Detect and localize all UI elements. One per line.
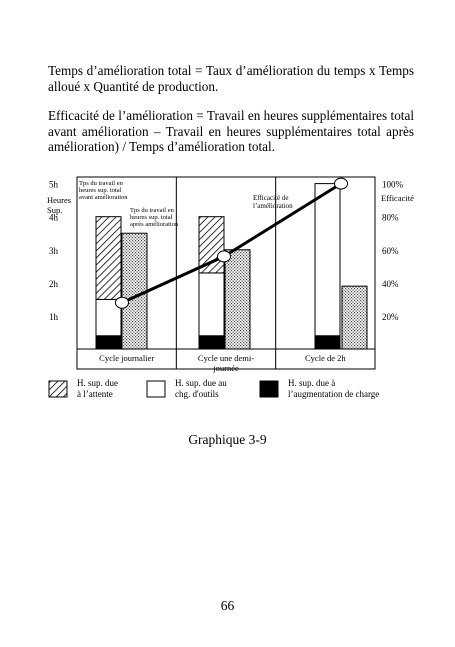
bar-before-1-segment-3 bbox=[96, 217, 121, 300]
category-label-2-line-2: journée bbox=[213, 363, 239, 373]
right-tick-label-4: 80% bbox=[382, 212, 399, 223]
bar-before-2-segment-1 bbox=[199, 336, 224, 349]
annotation-after-line-2: heures sup. total bbox=[130, 214, 173, 221]
annotation-efficiency-line-2: l’amélioration bbox=[253, 202, 293, 210]
efficiency-point-1 bbox=[116, 297, 129, 308]
category-label-2-line-1: Cycle une demi- bbox=[197, 353, 255, 363]
bar-before-2-segment-2 bbox=[199, 273, 224, 336]
bar-before-3-segment-2 bbox=[315, 184, 340, 336]
efficiency-point-2 bbox=[218, 251, 231, 262]
category-label-3-line-1: Cycle de 2h bbox=[305, 353, 346, 363]
left-tick-label-4: 4h bbox=[49, 212, 58, 223]
left-tick-label-1: 1h bbox=[49, 311, 58, 322]
legend-label-1-line-1: H. sup. due bbox=[77, 378, 118, 388]
legend-swatch-2 bbox=[147, 381, 165, 397]
figure-caption: Graphique 3-9 bbox=[188, 432, 267, 447]
paragraph-time-formula: Temps d’amélioration total = Taux d’amélioration du temps x Temps alloué x Quantité de production. bbox=[48, 63, 414, 94]
left-tick-label-5: 5h bbox=[49, 179, 58, 190]
right-tick-label-3: 60% bbox=[382, 245, 399, 256]
legend-label-3-line-1: H. sup. due à bbox=[288, 378, 336, 388]
annotation-before-line-1: Tps du travail en bbox=[79, 180, 123, 187]
right-tick-label-5: 100% bbox=[382, 179, 403, 190]
annotation-after-line-3: après amélioration bbox=[130, 221, 179, 228]
annotation-after-line-1: Tps du travail en bbox=[130, 207, 174, 214]
paragraph-efficiency-formula: Efficacité de l’amélioration = Travail en heures supplémentaires total avant amélioration – Travail en heures supplémentaires total après amélioration) / Temps d’amélioration total. bbox=[48, 108, 414, 154]
left-tick-label-3: 3h bbox=[49, 245, 58, 256]
bar-after-3 bbox=[342, 286, 367, 349]
legend-label-2-line-1: H. sup. due au bbox=[175, 378, 227, 388]
bar-before-1-segment-1 bbox=[96, 336, 121, 349]
right-tick-label-2: 40% bbox=[382, 278, 399, 289]
category-label-1-line-1: Cycle journalier bbox=[99, 353, 155, 363]
right-tick-label-1: 20% bbox=[382, 311, 399, 322]
efficiency-point-3 bbox=[335, 178, 348, 189]
annotation-efficiency-line-1: Efficacité de bbox=[253, 194, 289, 202]
left-axis-label-line-1: Heures bbox=[47, 195, 72, 205]
legend-label-2-line-2: chg. d'outils bbox=[175, 389, 219, 399]
left-axis-label-line-2: Sup. bbox=[47, 205, 63, 215]
bar-after-1 bbox=[122, 233, 147, 349]
legend-label-1-line-2: à l’attente bbox=[77, 389, 113, 399]
legend-label-3-line-2: l’augmentation de charge bbox=[288, 389, 380, 399]
legend-swatch-1 bbox=[49, 381, 67, 397]
legend-swatch-3 bbox=[260, 381, 278, 397]
bar-before-3-segment-1 bbox=[315, 336, 340, 349]
bar-after-2 bbox=[225, 250, 250, 349]
left-tick-label-2: 2h bbox=[49, 278, 58, 289]
page-number: 66 bbox=[220, 598, 235, 613]
annotation-before-line-2: heures sup. total bbox=[79, 187, 122, 194]
annotation-before-line-3: avant amélioration bbox=[79, 194, 128, 201]
right-axis-label: Efficacité bbox=[381, 193, 414, 203]
